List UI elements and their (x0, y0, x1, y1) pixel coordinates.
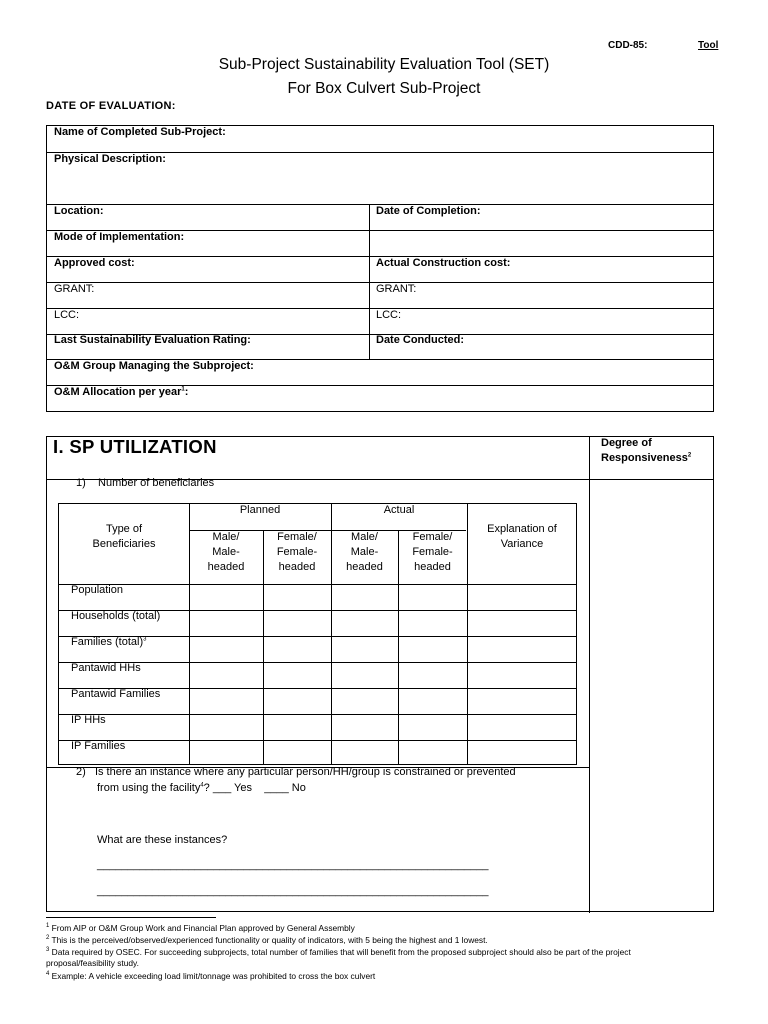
row-ip-families: IP Families (71, 740, 126, 752)
beneficiaries-table (58, 503, 577, 765)
footnote-4: $^4$ Example: A vehicle exceeding load limit/tonnage was prohibited to cross the box culvert (46, 971, 376, 981)
tool-label: Tool (698, 40, 719, 51)
degree-column-divider (589, 437, 590, 913)
name-label: Name of Completed Sub-Project: (54, 126, 226, 138)
footnote-3: $^3$ Data required by OSEC. For succeeding subprojects, total number of families that will benefit from the proposed subproject should also be part of the project proposal/feasibility study. (46, 947, 631, 968)
form-code: CDD-85: (608, 40, 648, 51)
q1-text: 1) Number of beneficiaries (76, 477, 215, 489)
planned-header: Planned (239, 504, 281, 516)
actual-cost-label: Actual Construction cost: (376, 257, 511, 269)
row-households: Households (total) (71, 610, 161, 622)
subproject-info-table (46, 125, 714, 412)
footnote-2: $^2$ This is the perceived/observed/experienced functionality or quality of indicators, with 5 being the highest and 1 lowest. (46, 935, 488, 945)
row-ip-hhs: IP HHs (71, 714, 106, 726)
section-title: I. SP UTILIZATION (53, 436, 217, 457)
lcc-left-label: LCC: (54, 309, 80, 321)
date-completion-label: Date of Completion: (376, 205, 481, 217)
q2-answer-options: from using the facility$^4$? ___ Yes ____ No (97, 782, 306, 794)
page-subtitle: For Box Culvert Sub-Project (287, 80, 481, 97)
row-population: Population (71, 584, 123, 596)
actual-header: Actual (383, 504, 415, 516)
degree-of-responsiveness-header: Degree of Responsiveness$^2$ (601, 437, 692, 464)
om-group-label: O&M Group Managing the Subproject: (54, 360, 254, 372)
answer-line-2[interactable]: ________________________________________________________________ (97, 885, 489, 897)
row-pantawid-families: Pantawid Families (71, 688, 161, 700)
column-divider (369, 204, 370, 359)
grant-left-label: GRANT: (54, 283, 95, 295)
actual-male-header: Male/ Male- headed (346, 531, 383, 573)
physical-description-label: Physical Description: (54, 153, 166, 165)
page-title: Sub-Project Sustainability Evaluation Tool (SET) (218, 56, 550, 73)
om-allocation-label: O&M Allocation per year$^1$: (54, 386, 189, 398)
planned-male-header: Male/ Male- headed (207, 531, 245, 573)
grant-right-label: GRANT: (376, 283, 417, 295)
type-header: Type of Beneficiaries (92, 523, 156, 550)
actual-female-header: Female/ Female- headed (412, 531, 453, 573)
instances-label: What are these instances? (97, 834, 228, 846)
q2-text: 2) Is there an instance where any particular person/HH/group is constrained or prevented (76, 766, 516, 778)
mode-label: Mode of Implementation: (54, 231, 185, 243)
footnote-1: $^1$ From AIP or O&M Group Work and Financial Plan approved by General Assembly (46, 923, 355, 933)
last-rating-label: Last Sustainability Evaluation Rating: (54, 334, 251, 346)
location-label: Location: (54, 205, 104, 217)
answer-line-1[interactable]: ________________________________________________________________ (97, 859, 489, 871)
explanation-header: Explanation of Variance (487, 523, 557, 550)
footnote-rule (46, 917, 216, 918)
row-families: Families (total)$^3$ (71, 636, 147, 648)
date-conducted-label: Date Conducted: (376, 334, 464, 346)
approved-cost-label: Approved cost: (54, 257, 135, 269)
planned-female-header: Female/ Female- headed (276, 531, 318, 573)
lcc-right-label: LCC: (376, 309, 402, 321)
date-of-evaluation-label: DATE OF EVALUATION: (46, 100, 176, 112)
row-pantawid-hhs: Pantawid HHs (71, 662, 141, 674)
